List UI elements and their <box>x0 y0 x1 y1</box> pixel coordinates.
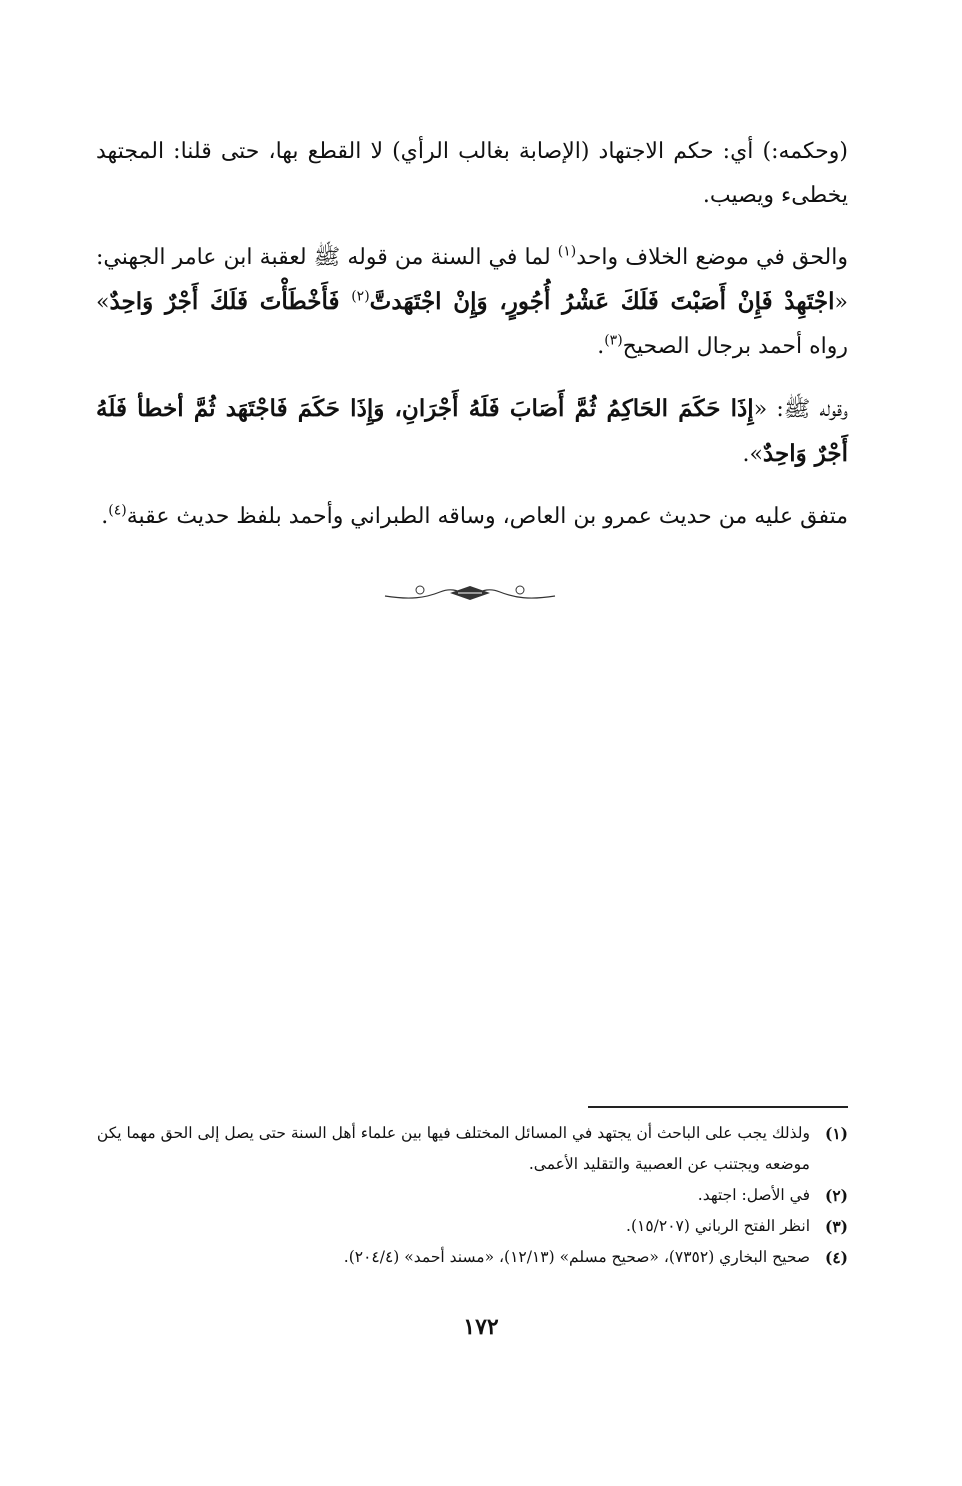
footnote-text: في الأصل: اجتهد. <box>697 1186 810 1204</box>
footnote-number: (١) <box>824 1124 848 1143</box>
paragraph-4-text-a: متفق عليه من حديث عمرو بن العاص، وساقه الطبراني وأحمد بلفظ حديث عقبة <box>126 504 848 529</box>
hadith-quote-1b: فَأَخْطَأْتَ فَلَكَ أَجْرٌ وَاحِدٌ <box>109 288 352 315</box>
footnotes-separator <box>588 1106 848 1108</box>
paragraph-3-text-b: ». <box>742 442 763 467</box>
footnotes <box>96 1118 848 1273</box>
footnote-1 <box>96 1118 848 1180</box>
paragraph-2-text-b: لما في السنة من قوله ﷺ لعقبة ابن عامر الجهني: « <box>96 245 848 315</box>
paragraph-3-text-a: وقوله ﷺ: « <box>753 397 848 422</box>
paragraph-2-text-c: » رواه أحمد برجال الصحيح <box>96 290 848 359</box>
paragraph-2 <box>96 236 848 369</box>
footnote-4 <box>96 1242 848 1273</box>
footnote-number: (٤) <box>824 1248 848 1267</box>
ornament-divider-icon <box>380 578 560 608</box>
paragraph-4-text-b: . <box>101 504 109 529</box>
paragraph-1 <box>96 130 848 218</box>
paragraph-2-text-a: والحق في موضع الخلاف واحد <box>576 245 848 270</box>
hadith-quote-1a: اجْتَهِدْ فَإِنْ أَصَبْتَ فَلَكَ عَشْرُ أُجُورٍ، وَإِنْ اجْتَهَدتَّ <box>369 288 835 315</box>
footnote-number: (٣) <box>824 1217 848 1236</box>
paragraph-2-text-d: . <box>597 334 605 359</box>
footnote-ref-2[interactable]: (٢) <box>351 288 370 305</box>
footnote-text: انظر الفتح الرباني (١٥/٢٠٧). <box>626 1217 810 1235</box>
paragraph-1-text: (وحكمه:) أي: حكم الاجتهاد (الإصابة بغالب الرأي) لا القطع بها، حتى قلنا: المجتهد يخطىء ويصيب. <box>96 139 848 208</box>
footnote-text: صحيح البخاري (٧٣٥٢)، «صحيح مسلم» (١٢/١٣)، «مسند أحمد» (٢٠٤/٤). <box>343 1248 810 1266</box>
paragraph-4 <box>96 495 848 539</box>
footnote-ref-4[interactable]: (٤) <box>108 502 127 519</box>
footnote-2 <box>96 1180 848 1211</box>
footnote-3 <box>96 1211 848 1242</box>
footnote-ref-3[interactable]: (٣) <box>604 332 623 349</box>
hadith-quote-2: إِذَا حَكَمَ الحَاكِمُ ثُمَّ أَصَابَ فَلَهُ أَجْرَانِ، وَإِذَا حَكَمَ فَاجْتَهَد ثُمَّ أخطأ فَلَهُ أَجْرٌ وَاحِدٌ <box>96 395 848 467</box>
footnote-text: ولذلك يجب على الباحث أن يجتهد في المسائل المختلف فيها بين علماء أهل السنة حتى يصل إلى الحق مهما يكن موضعه ويجتنب عن العصبية والتقليد الأعمى. <box>96 1124 810 1173</box>
paragraph-3 <box>96 387 848 477</box>
footnote-ref-1[interactable]: (١) <box>557 243 577 260</box>
page-number: ١٧٢ <box>463 1314 499 1340</box>
footnote-number: (٢) <box>824 1186 848 1205</box>
main-text <box>96 130 848 557</box>
